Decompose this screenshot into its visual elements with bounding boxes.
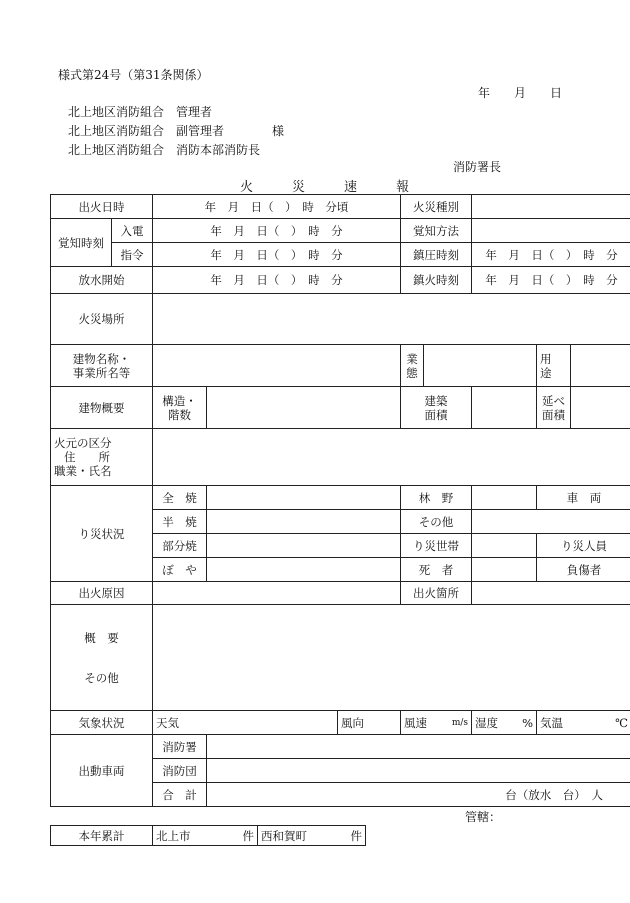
- form-number: 様式第24号（第31条関係）: [58, 68, 209, 82]
- fire-datetime-field[interactable]: 年 月 日（ ） 時 分頃: [153, 195, 401, 219]
- business-type-label: 業 態: [401, 345, 424, 387]
- forest-label: 林 野: [401, 486, 472, 510]
- partial-burn-field[interactable]: [207, 534, 401, 558]
- fire-type-field[interactable]: [472, 195, 630, 219]
- total-label: 合 計: [153, 783, 207, 807]
- other-label: その他: [401, 510, 472, 534]
- fire-location-field[interactable]: [153, 294, 630, 345]
- report-date: 年 月 日: [478, 86, 563, 100]
- water-start-field[interactable]: 年 月 日（ ） 時 分: [153, 267, 401, 294]
- extinguish-time-field[interactable]: 年 月 日（ ） 時 分: [472, 267, 630, 294]
- dead-label: 死 者: [401, 558, 472, 582]
- temperature-cell[interactable]: 気温 ℃: [537, 711, 630, 735]
- fire-station-label: 消防署: [153, 735, 207, 759]
- weather-cell[interactable]: 天気: [153, 711, 338, 735]
- summary-field[interactable]: [153, 605, 630, 711]
- incoming-time-field[interactable]: 年 月 日（ ） 時 分: [153, 219, 401, 243]
- small-burn-label: ぼ や: [153, 558, 207, 582]
- other-field[interactable]: [472, 510, 630, 534]
- fire-corps-label: 消防団: [153, 759, 207, 783]
- origin-label: 火元の区分 住 所 職業・氏名: [51, 429, 153, 486]
- summary-label: 概 要 その他: [51, 605, 153, 711]
- fire-spot-field[interactable]: [472, 582, 630, 605]
- households-field[interactable]: [472, 534, 537, 558]
- vehicle-label: 車 両: [537, 486, 630, 510]
- recipient-line-2: 北上地区消防組合 副管理者 様: [68, 124, 285, 138]
- suppress-time-label: 鎮圧時刻: [401, 243, 472, 267]
- yearly-total-label: 本年累計: [51, 826, 153, 846]
- structure-label: 構造・ 階数: [153, 387, 207, 429]
- fire-report-form: [50, 194, 630, 807]
- partial-burn-label: 部分焼: [153, 534, 207, 558]
- floor-area-label: 延べ 面積: [537, 387, 571, 429]
- fire-datetime-label: 出火日時: [51, 195, 153, 219]
- fire-spot-label: 出火箇所: [401, 582, 472, 605]
- full-burn-label: 全 焼: [153, 486, 207, 510]
- households-label: り災世帯: [401, 534, 472, 558]
- half-burn-field[interactable]: [207, 510, 401, 534]
- jurisdiction-label: 管轄：: [465, 810, 502, 824]
- extinguish-time-label: 鎮火時刻: [401, 267, 472, 294]
- full-burn-field[interactable]: [207, 486, 401, 510]
- humidity-cell[interactable]: 湿度 %: [472, 711, 537, 735]
- building-name-label: 建物名称・ 事業所名等: [51, 345, 153, 387]
- suppress-time-field[interactable]: 年 月 日（ ） 時 分: [472, 243, 630, 267]
- forest-field[interactable]: [472, 486, 537, 510]
- water-start-label: 放水開始: [51, 267, 153, 294]
- origin-field[interactable]: [153, 429, 630, 486]
- persons-label: り災人員: [537, 534, 630, 558]
- sender: 消防署長: [453, 160, 502, 174]
- structure-field[interactable]: [207, 387, 401, 429]
- nishiwaga-count-field[interactable]: 西和賀町 件: [258, 826, 366, 846]
- damage-status-label: り災状況: [51, 486, 153, 582]
- business-type-field[interactable]: [424, 345, 537, 387]
- fire-cause-field[interactable]: [153, 582, 401, 605]
- dispatch-vehicles-label: 出動車両: [51, 735, 153, 807]
- building-name-field[interactable]: [153, 345, 401, 387]
- fire-location-label: 火災場所: [51, 294, 153, 345]
- order-label: 指令: [112, 243, 153, 267]
- order-time-field[interactable]: 年 月 日（ ） 時 分: [153, 243, 401, 267]
- use-field[interactable]: [571, 345, 630, 387]
- half-burn-label: 半 焼: [153, 510, 207, 534]
- wind-speed-cell[interactable]: 風速 m/s: [401, 711, 472, 735]
- dead-field[interactable]: [472, 558, 537, 582]
- building-overview-label: 建物概要: [51, 387, 153, 429]
- use-label: 用 途: [537, 345, 571, 387]
- recipient-line-3: 北上地区消防組合 消防本部消防長: [68, 143, 261, 157]
- aware-method-field[interactable]: [472, 219, 630, 243]
- kitakami-count-field[interactable]: 北上市 件: [153, 826, 258, 846]
- recipient-line-1: 北上地区消防組合 管理者: [68, 105, 213, 119]
- aware-method-label: 覚知方法: [401, 219, 472, 243]
- weather-label: 気象状況: [51, 711, 153, 735]
- fire-type-label: 火災種別: [401, 195, 472, 219]
- small-burn-field[interactable]: [207, 558, 401, 582]
- fire-corps-field[interactable]: [207, 759, 630, 783]
- fire-station-field[interactable]: [207, 735, 630, 759]
- floor-area-field[interactable]: [571, 387, 630, 429]
- building-area-field[interactable]: [472, 387, 537, 429]
- document-title: 火 災 速 報: [240, 180, 410, 195]
- fire-cause-label: 出火原因: [51, 582, 153, 605]
- wind-direction-cell[interactable]: 風向: [338, 711, 401, 735]
- total-field[interactable]: 台（放水 台） 人: [207, 783, 630, 807]
- building-area-label: 建築 面積: [401, 387, 472, 429]
- injured-label: 負傷者: [537, 558, 630, 582]
- incoming-label: 入電: [112, 219, 153, 243]
- aware-time-label: 覚知時刻: [51, 219, 112, 267]
- yearly-total-table: [50, 825, 366, 846]
